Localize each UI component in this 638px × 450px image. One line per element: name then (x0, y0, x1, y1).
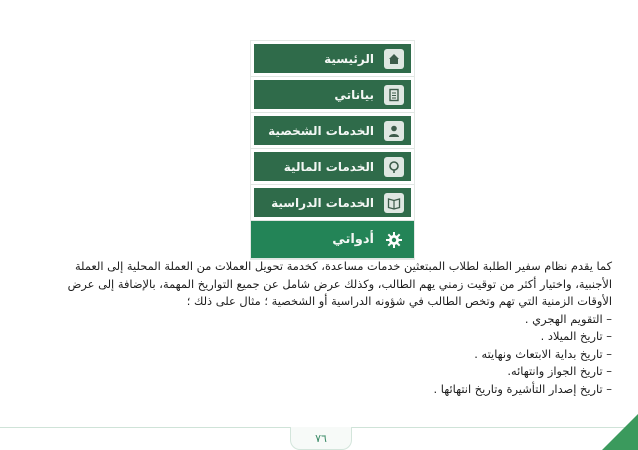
sidebar-menu (250, 40, 415, 260)
menu-item-label: الخدمات المالية (283, 159, 374, 174)
paragraph-line: الأجنبية، واختيار أكثر من توقيت زمني يهم الطالب، وكذلك عرض شامل عن جميع التواريخ المهمة، بالإضافة إلى عرض (67, 276, 612, 291)
list-item: – تاريخ الميلاد . (540, 329, 612, 343)
menu-item-label: الخدمات الشخصية (268, 123, 374, 138)
book-icon (384, 193, 404, 213)
menu-item-academic-services[interactable] (251, 185, 414, 221)
menu-item-financial-services[interactable] (251, 149, 414, 185)
list-item: – تاريخ بداية الابتعاث ونهايته . (474, 346, 612, 361)
list-item: – تاريخ الجواز وانتهائه. (507, 364, 612, 378)
list-item: – التقويم الهجري . (524, 311, 612, 326)
person-icon (384, 121, 404, 141)
list-item: – تاريخ إصدار التأشيرة وتاريخ انتهائها . (433, 381, 612, 396)
body-text (22, 258, 612, 398)
money-icon (384, 157, 404, 177)
menu-item-my-data[interactable] (251, 77, 414, 113)
paragraph-line: كما يقدم نظام سفير الطلبة لطلاب المبتعثين خدمات مساعدة، كخدمة تحويل العملات من العملة المحلية إلى العملة (74, 259, 612, 273)
gear-icon (384, 230, 404, 250)
menu-item-my-tools[interactable] (251, 221, 414, 259)
corner-decoration (602, 414, 638, 450)
menu-item-personal-services[interactable] (251, 113, 414, 149)
menu-item-label: الرئيسية (324, 51, 374, 66)
menu-item-label: أدواتي (332, 232, 374, 247)
menu-item-label: الخدمات الدراسية (271, 195, 374, 210)
menu-item-home[interactable] (251, 41, 414, 77)
document-icon (384, 85, 404, 105)
menu-item-label: بياناتي (334, 87, 374, 102)
page-number: ٧٦ (290, 427, 352, 450)
dates-list (22, 311, 612, 399)
home-icon (384, 49, 404, 69)
paragraph-line: الأوقات الزمنية التي تهم وتخص الطالب في شؤونه الدراسية أو الشخصية ؛ مثال على ذلك ؛ (186, 294, 612, 308)
